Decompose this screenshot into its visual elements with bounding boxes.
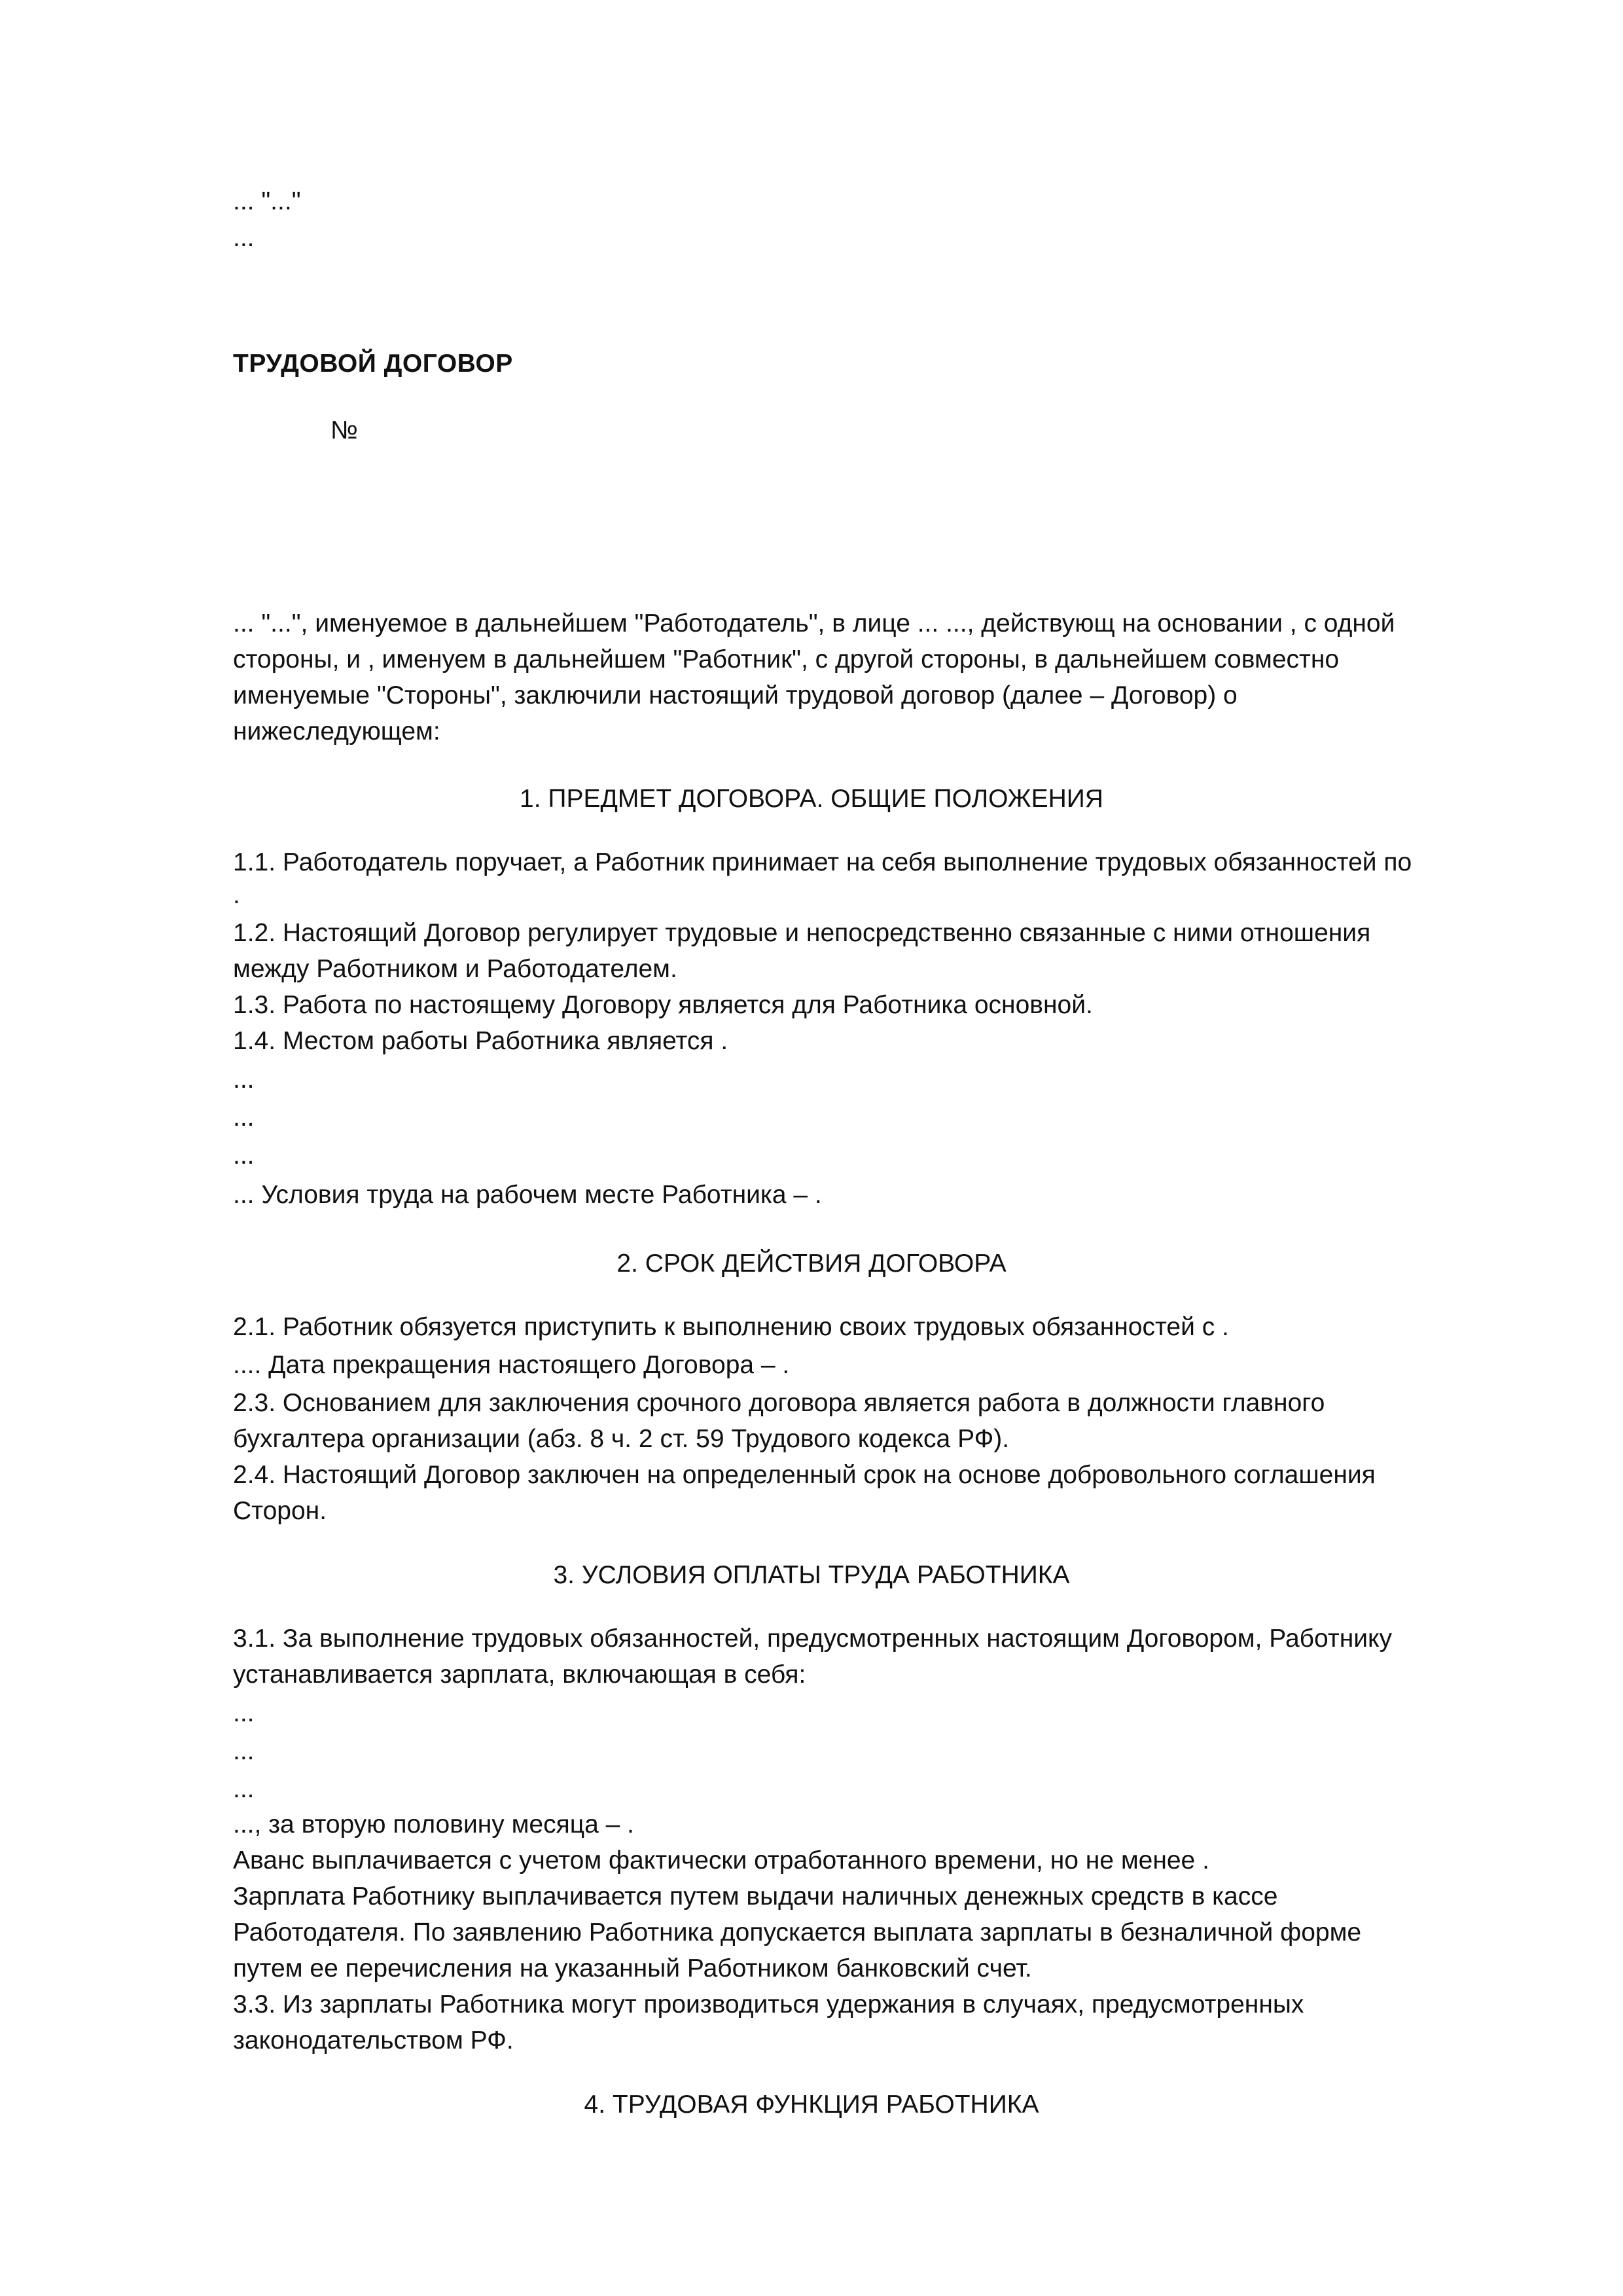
section-heading: 3. УСЛОВИЯ ОПЛАТЫ ТРУДА РАБОТНИКА: [553, 1561, 1070, 1589]
section-line: 1.3. Работа по настоящему Договору является для Работника основной.: [233, 991, 1093, 1019]
section-line: 1.4. Местом работы Работника является .: [233, 1027, 728, 1055]
section-line: между Работником и Работодателем.: [233, 955, 677, 983]
section-line: Зарплата Работнику выплачивается путем выдачи наличных денежных средств в кассе: [233, 1882, 1278, 1910]
section-line: 1.2. Настоящий Договор регулирует трудовые и непосредственно связанные с ними отношения: [233, 919, 1371, 947]
section-line: 3.3. Из зарплаты Работника могут производиться удержания в случаях, предусмотренных: [233, 1990, 1304, 2018]
preamble-line: стороны, и , именуем в дальнейшем "Работник", с другой стороны, в дальнейшем совместно: [233, 645, 1340, 673]
section-line: ... Условия труда на рабочем месте Работника – .: [233, 1181, 822, 1209]
section-line: ...: [233, 1737, 255, 1765]
header-line: ...: [233, 224, 255, 252]
section-line: устанавливается зарплата, включающая в себя:: [233, 1660, 806, 1689]
section-line: ..., за вторую половину месяца – .: [233, 1810, 634, 1839]
preamble-line: именуемые "Стороны", заключили настоящий трудовой договор (далее – Договор) о: [233, 681, 1238, 709]
section-line: законодательством РФ.: [233, 2026, 514, 2054]
section-line: Работодателя. По заявлению Работника допускается выплата зарплаты в безналичной форме: [233, 1918, 1362, 1946]
section-heading: 4. ТРУДОВАЯ ФУНКЦИЯ РАБОТНИКА: [584, 2090, 1039, 2119]
section-line: 2.4. Настоящий Договор заключен на определенный срок на основе добровольного соглашения: [233, 1461, 1376, 1489]
section-line: .... Дата прекращения настоящего Договора – .: [233, 1351, 790, 1379]
section-line: Аванс выплачивается с учетом фактически отработанного времени, но не менее .: [233, 1846, 1209, 1874]
section-line: бухгалтера организации (абз. 8 ч. 2 ст. 59 Трудового кодекса РФ).: [233, 1425, 1010, 1453]
section-line: ...: [233, 1699, 255, 1727]
section-line: ...: [233, 1141, 255, 1170]
section-line: Сторон.: [233, 1497, 327, 1525]
section-heading: 1. ПРЕДМЕТ ДОГОВОРА. ОБЩИЕ ПОЛОЖЕНИЯ: [520, 785, 1103, 813]
section-line: ...: [233, 1066, 255, 1094]
document-title: ТРУДОВОЙ ДОГОВОР: [233, 350, 513, 378]
section-line: путем ее перечисления на указанный Работником банковский счет.: [233, 1954, 1032, 1982]
section-heading: 2. СРОК ДЕЙСТВИЯ ДОГОВОРА: [616, 1249, 1007, 1278]
section-line: 2.1. Работник обязуется приступить к выполнению своих трудовых обязанностей с .: [233, 1313, 1229, 1341]
section-line: 3.1. За выполнение трудовых обязанностей, предусмотренных настоящим Договором, Работнику: [233, 1624, 1393, 1653]
section-line: ...: [233, 1103, 255, 1132]
section-line: .: [233, 881, 240, 909]
section-line: ...: [233, 1775, 255, 1803]
section-line: 1.1. Работодатель поручает, а Работник принимает на себя выполнение трудовых обязанностей по: [233, 848, 1412, 876]
section-line: 2.3. Основанием для заключения срочного договора является работа в должности главного: [233, 1389, 1325, 1417]
preamble-line: ... "...", именуемое в дальнейшем "Работодатель", в лице ... ..., действующ на основании , с одной: [233, 609, 1395, 637]
header-line: ... "...": [233, 187, 301, 215]
document-number-label: №: [330, 416, 358, 444]
preamble-line: нижеследующем:: [233, 717, 440, 745]
